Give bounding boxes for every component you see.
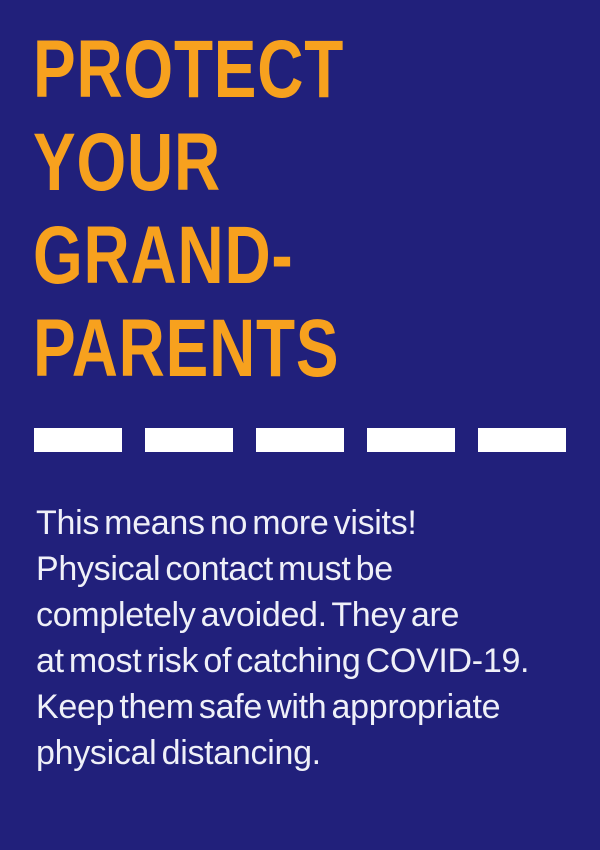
body-line: at most risk of catching COVID-19. bbox=[36, 642, 530, 680]
poster-title-line: YOUR bbox=[33, 117, 221, 208]
dashed-divider bbox=[34, 428, 566, 452]
divider-dash bbox=[367, 428, 455, 452]
body-line: Keep them safe with appropriate bbox=[36, 688, 501, 726]
poster-title-line: PARENTS bbox=[33, 303, 340, 394]
poster-title-line: GRAND- bbox=[33, 210, 294, 301]
poster-title-line: PROTECT bbox=[33, 24, 345, 115]
body-line: physical distancing. bbox=[36, 734, 321, 772]
poster-title bbox=[33, 23, 344, 395]
divider-dash bbox=[145, 428, 233, 452]
divider-dash bbox=[256, 428, 344, 452]
body-line: This means no more visits! bbox=[36, 504, 417, 542]
body-line: Physical contact must be bbox=[36, 550, 393, 588]
body-line: completely avoided. They are bbox=[36, 596, 460, 634]
divider-dash bbox=[34, 428, 122, 452]
divider-dash bbox=[478, 428, 566, 452]
poster-body bbox=[36, 500, 529, 776]
